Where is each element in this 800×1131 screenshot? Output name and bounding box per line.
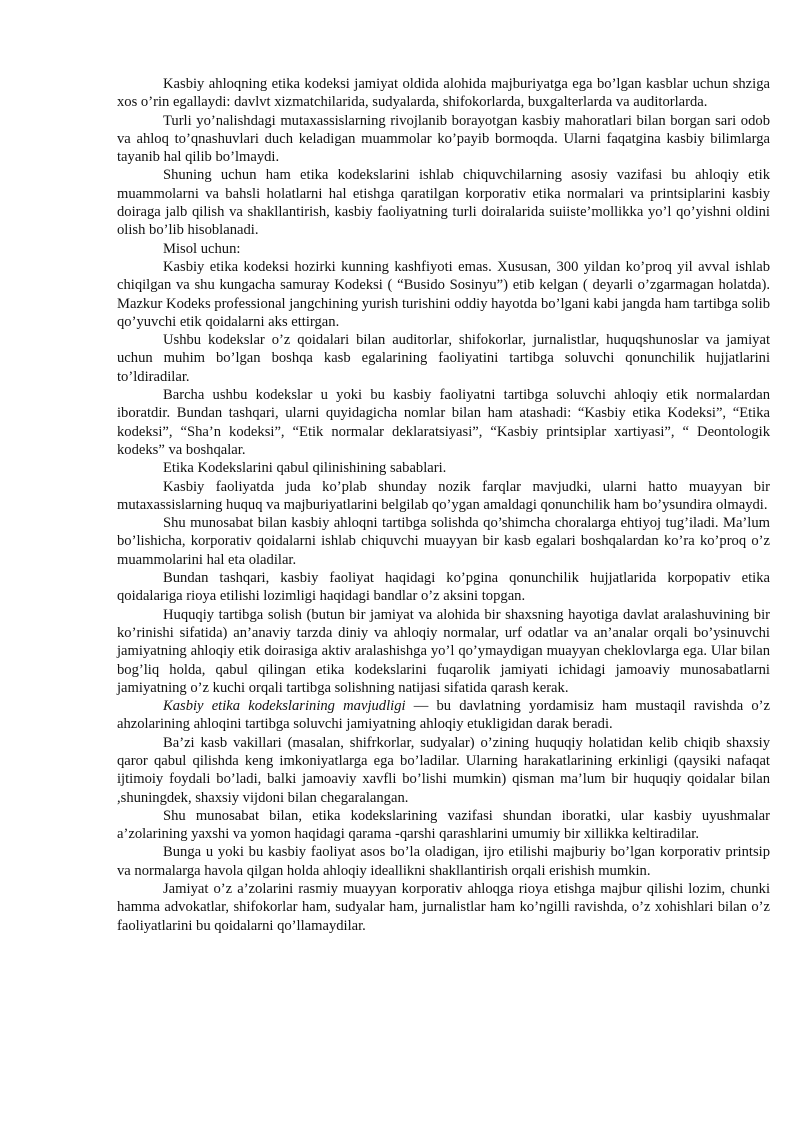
paragraph: Ushbu kodekslar o’z qoidalari bilan auditorlar, shifokorlar, jurnalistlar, huquqshunoslar va jamiyat uchun muhim bo’lgan boshqa kasb egalarining faoliyatini tartibga soluvchi qonunchilik hujjatlarini to’ldiradilar. — [117, 332, 770, 385]
paragraph: Kasbiy ahloqning etika kodeksi jamiyat oldida alohida majburiyatga ega bo’lgan kasblar uchun shziga xos o’rin egallaydi: davlvt xizmatchilarida, sudyalarda, shifokorlarda, buxgalterlarda va auditorlarda. — [117, 76, 770, 111]
paragraph: Kasbiy etika kodeksi hozirki kunning kashfiyoti emas. Xususan, 300 yildan ko’proq yil avval ishlab chiqilgan va shu kungacha samuray Kodeksi ( “Busido Sosinyu”) etib kelgan ( deyarli o’zgarmagan holatda). Mazkur Kodeks professional jangchining yurish turishini oddiy hayotda bo’lgani kabi jangda ham tartibga solib qo’yuvchi etik qoidalarni aks ettirgan. — [117, 258, 770, 330]
paragraph: Kasbiy faoliyatda juda ko’plab shunday nozik farqlar mavjudki, ularni hatto muayyan bir mutaxassislarning huquq va majburiyatlarini belgilab qo’ygan amaldagi qonunchilik ham bo’ysundira olmaydi. — [117, 478, 770, 513]
paragraph: Barcha ushbu kodekslar u yoki bu kasbiy faoliyatni tartibga soluvchi ahloqiy etik normalardan iboratdir. Bundan tashqari, ularni quyidagicha nomlar bilan ham atashadi: “Kasbiy etika Kodeksi”, “Etika kodeksi”, “Sha’n kodeksi”, “Etik normalar deklaratsiyasi”, “Kasbiy printsiplar xartiyasi”, “ Deontologik kodeks” va boshqalar. — [117, 387, 770, 458]
paragraph: Ba’zi kasb vakillari (masalan, shifrkorlar, sudyalar) o’zining huquqiy holatidan kelib chiqib shaxsiy qaror qabul qilishda keng imkoniyatlarga ega bo’ladilar. Ularning harakatlarining erkinligi (qaysiki nafaqat ijtimoiy foydali bo’ladi, balki jamoaviy xavfli bo’lishi mumkin) qisman ma’lum bir huquqiy qoidalar bilan ,shuningdek, shaxsiy vijdoni bilan chegaralangan. — [117, 734, 770, 806]
paragraph: Shu munosabat bilan kasbiy ahloqni tartibga solishda qo’shimcha choralarga ehtiyoj tug’iladi. Ma’lum bo’lishicha, korporativ qoidalarni ishlab chiquvchi muayyan bir kasb egalari boshqalardan ko’ra ko’proq o’z muammolarini hal eta oladilar. — [117, 515, 770, 568]
paragraph: Bunga u yoki bu kasbiy faoliyat asos bo’la oladigan, ijro etilishi majburiy bo’lgan korporativ printsip va normalarga havola qilgan holda ahloqiy ideallikni shakllantirish orqali erishish mumkin. — [117, 844, 770, 879]
document-page — [117, 75, 770, 935]
paragraph: Jamiyat o’z a’zolarini rasmiy muayyan korporativ ahloqga rioya etishga majbur qilishi lozim, chunki hamma advokatlar, shifokorlar ham, sudyalar ham, jurnalistlar ham ko’ngilli ravishda, o’z xohishlari bilan o’z faoliyatlarini bu qoidalarni qo’llamaydilar. — [117, 881, 770, 934]
paragraph: Shuning uchun ham etika kodekslarini ishlab chiquvchilarning asosiy vazifasi bu ahloqiy etik muammolarni va bahsli holatlarni hal etishga qaratilgan korporativ etika normalari va printsiplarini kasbiy doiraga jalb qilish va shakllantirish, kasbiy faoliyatning turli doiralarida suiiste’mollikka yo’l qo’yishni oldini olish bo’lib hisoblanadi. — [117, 167, 770, 239]
paragraph: Turli yo’nalishdagi mutaxassislarning rivojlanib borayotgan kasbiy mahoratlari bilan borgan sari odob va ahloq to’qnashuvlari duch keladigan muammolar ko’payib bormoqda. Ularni faqatgina kasbiy bilimlarga tayanib hal qilib bo’lmaydi. — [117, 112, 770, 166]
paragraph: Huquqiy tartibga solish (butun bir jamiyat va alohida bir shaxsning hayotiga davlat aralashuvining bir ko’rinishi sifatida) an’anaviy tarzda diniy va ahloqiy normalar, urf odatlar va an’analar orqali bo’ysinuvchi jamiyatning ahloqiy etik doirasiga aktiv aralashishga yo’l qo’ymaydigan muayyan cheklovlarga ega. Ular bilan bog’liq holda, qabul qilingan etika kodekslarini fuqarolik jamiyati ichidagi jamoaviy munosabatlarni jamiyatning o’z kuchi orqali tartibga solishning natijasi sifatida qarash kerak. — [117, 606, 770, 696]
paragraph: Misol uchun: — [163, 240, 241, 257]
paragraph-with-italic-lead — [117, 697, 770, 734]
paragraph: Etika Kodekslarini qabul qilinishining sabablari. — [163, 460, 447, 477]
paragraph: Bundan tashqari, kasbiy faoliyat haqidagi ko’pgina qonunchilik hujjatlarida korpopativ etika qoidalariga rioya etilishi lozimligi haqidagi bandlar o’z aksini topgan. — [117, 570, 770, 605]
paragraph: Shu munosabat bilan, etika kodekslarining vazifasi shundan iboratki, ular kasbiy uyushmalar a’zolarining yaxshi va yomon haqidagi qarama -qarshi qarashlarini umumiy bir xillikka keltiradilar. — [117, 807, 770, 843]
paragraph-rest: — bu davlatning yordamisiz ham mustaqil ravishda o’z ahzolarining ahloqini tartibga soluvchi jamiyatning ahloqiy etukligidan darak beradi. — [117, 698, 770, 733]
italic-lead: Kasbiy etika kodekslarining mavjudligi — [163, 698, 406, 715]
